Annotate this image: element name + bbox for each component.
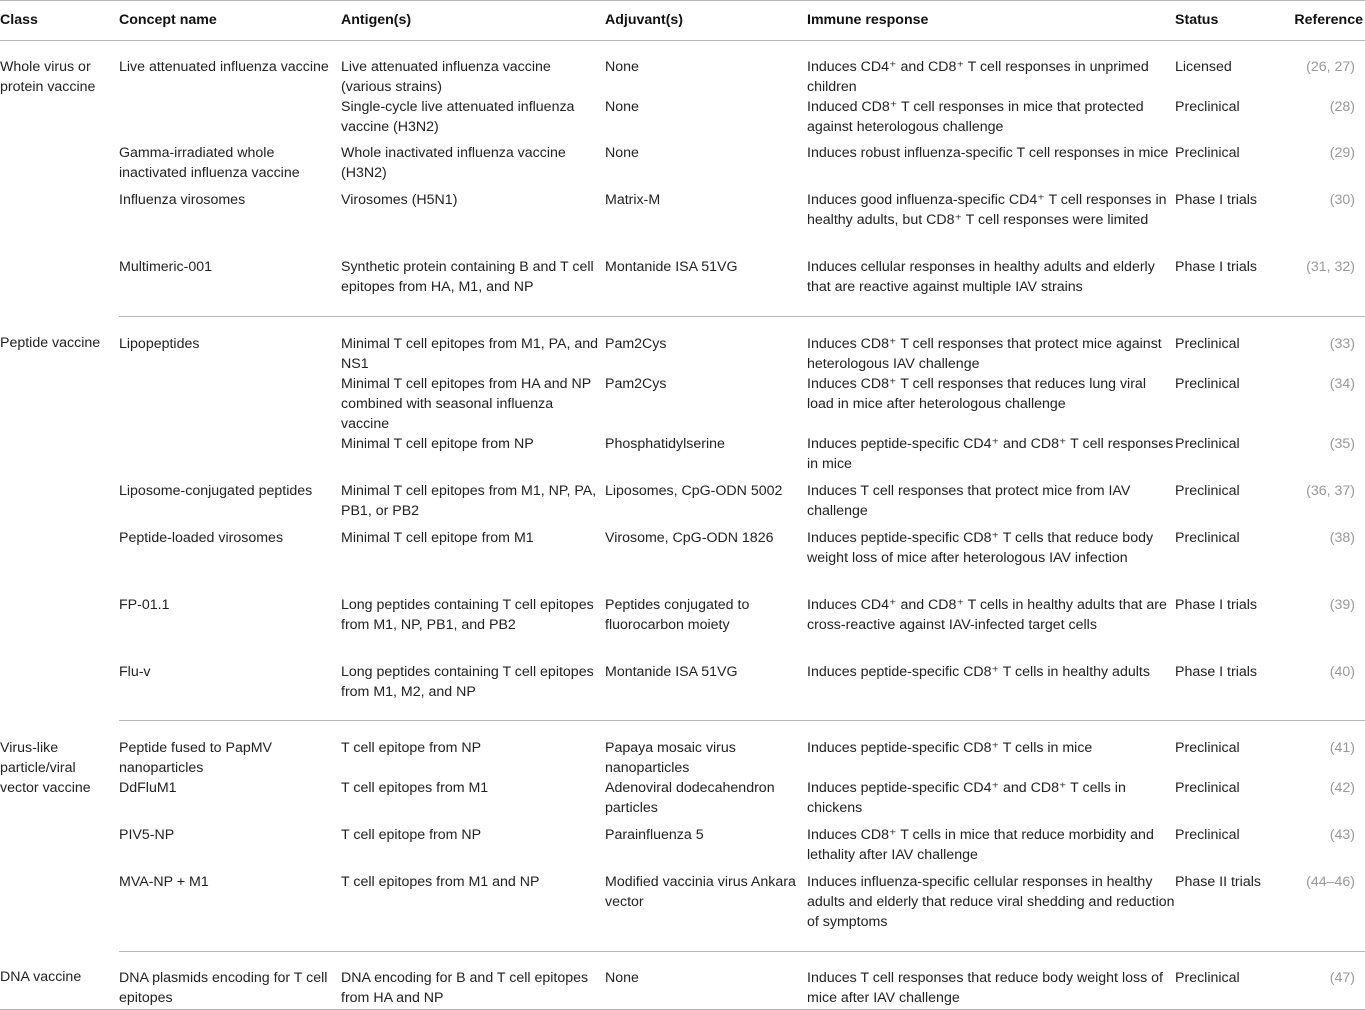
adjuvant-cell: None <box>605 145 639 161</box>
header-adjuvant: Adjuvant(s) <box>605 12 684 28</box>
status-cell: Phase II trials <box>1175 872 1293 951</box>
reference-cell: (41) <box>1329 740 1355 756</box>
antigen-cell: T cell epitope from NP <box>341 740 482 756</box>
reference-cell: (47) <box>1293 951 1365 1009</box>
table-row <box>0 872 1365 951</box>
response-cell: Induces peptide-specific CD4⁺ and CD8⁺ T cells in chickens <box>807 780 1126 816</box>
adjuvant-cell: Pam2Cys <box>605 335 667 352</box>
class-cell: DNA vaccine <box>0 951 119 1009</box>
concept-cell: Influenza virosomes <box>119 192 246 208</box>
reference-cell: (33) <box>1329 335 1355 352</box>
concept-cell: DNA plasmids encoding for T cell epitopes <box>119 951 341 1009</box>
table-row <box>0 257 1365 316</box>
status-cell: Preclinical <box>1175 827 1240 843</box>
status-cell: Preclinical <box>1175 145 1240 161</box>
antigen-cell: Live attenuated influenza vaccine (various strains) <box>341 59 551 95</box>
table-row <box>0 778 1365 825</box>
antigen-cell: Whole inactivated influenza vaccine (H3N2) <box>341 145 566 181</box>
antigen-cell: DNA encoding for B and T cell epitopes from HA and NP <box>341 951 605 1009</box>
table-row <box>0 595 1365 662</box>
concept-cell: Gamma-irradiated whole inactivated influenza vaccine <box>119 145 300 181</box>
response-cell: Induces T cell responses that protect mice from IAV challenge <box>807 482 1131 519</box>
class-cell: Peptide vaccine <box>0 335 101 351</box>
adjuvant-cell: Papaya mosaic virus nanoparticles <box>605 740 736 776</box>
concept-cell: Liposome-conjugated peptides <box>119 482 313 499</box>
concept-cell <box>119 97 341 143</box>
antigen-cell: Virosomes (H5N1) <box>341 192 458 208</box>
antigen-cell: Minimal T cell epitope from NP <box>341 435 534 452</box>
response-cell: Induces peptide-specific CD8⁺ T cells in healthy adults <box>807 662 1175 721</box>
header-row <box>0 1 1365 41</box>
table-row <box>0 434 1365 481</box>
reference-cell: (26, 27) <box>1306 59 1355 75</box>
response-cell: Induces influenza-specific cellular responses in healthy adults and elderly that reduce viral shedding and reduction of symptoms <box>807 872 1175 951</box>
response-cell: Induces CD8⁺ T cell responses that reduces lung viral load in mice after heterologous challenge <box>807 375 1146 412</box>
antigen-cell: Single-cycle live attenuated influenza vaccine (H3N2) <box>341 99 575 135</box>
concept-cell: Flu-v <box>119 662 341 721</box>
concept-cell: PIV5-NP <box>119 827 175 843</box>
antigen-cell: T cell epitopes from M1 <box>341 780 489 796</box>
concept-cell <box>119 434 341 481</box>
status-cell: Preclinical <box>1175 435 1240 452</box>
concept-cell: Live attenuated influenza vaccine <box>119 59 329 75</box>
adjuvant-cell: Parainfluenza 5 <box>605 827 704 843</box>
concept-cell: DdFluM1 <box>119 780 177 796</box>
header-antigen: Antigen(s) <box>341 12 412 28</box>
reference-cell: (44–46) <box>1293 872 1365 951</box>
status-cell: Preclinical <box>1175 529 1240 546</box>
response-cell: Induced CD8⁺ T cell responses in mice that protected against heterologous challenge <box>807 99 1144 135</box>
adjuvant-cell: Adenoviral dodecahendron particles <box>605 780 775 816</box>
response-cell: Induces T cell responses that reduce body weight loss of mice after IAV challenge <box>807 951 1175 1009</box>
reference-cell: (43) <box>1329 827 1355 843</box>
response-cell: Induces CD8⁺ T cells in mice that reduce morbidity and lethality after IAV challenge <box>807 827 1154 863</box>
reference-cell: (35) <box>1329 435 1355 452</box>
response-cell: Induces CD8⁺ T cell responses that protect mice against heterologous IAV challenge <box>807 335 1162 372</box>
concept-cell: Peptide-loaded virosomes <box>119 529 284 546</box>
adjuvant-cell: None <box>605 951 807 1009</box>
reference-cell: (36, 37) <box>1306 482 1355 499</box>
header-class: Class <box>0 12 38 28</box>
class-cell: Virus-like particle/viral vector vaccine <box>0 739 91 796</box>
response-cell: Induces peptide-specific CD8⁺ T cells in mice <box>807 740 1093 756</box>
adjuvant-cell: Montanide ISA 51VG <box>605 662 807 721</box>
concept-cell: Multimeric-001 <box>119 257 341 316</box>
concept-cell <box>119 374 341 434</box>
adjuvant-cell: None <box>605 59 639 75</box>
concept-cell: MVA-NP + M1 <box>119 872 341 951</box>
reference-cell: (40) <box>1293 662 1365 721</box>
table-row <box>0 481 1365 528</box>
status-cell: Preclinical <box>1175 375 1240 392</box>
table-row <box>0 316 1365 374</box>
status-cell: Preclinical <box>1175 780 1240 796</box>
reference-cell: (38) <box>1329 529 1355 546</box>
reference-cell: (30) <box>1329 192 1355 208</box>
header-reference: Reference <box>1294 12 1363 28</box>
header-status: Status <box>1175 12 1219 28</box>
antigen-cell: Minimal T cell epitopes from M1, NP, PA, PB1, or PB2 <box>341 482 597 519</box>
status-cell: Phase I trials <box>1175 662 1293 721</box>
response-cell: Induces peptide-specific CD4⁺ and CD8⁺ T cell responses in mice <box>807 435 1174 472</box>
concept-cell: Peptide fused to PapMV nanoparticles <box>119 740 273 776</box>
header-concept: Concept name <box>119 12 217 28</box>
reference-cell: (34) <box>1329 375 1355 392</box>
reference-cell: (28) <box>1329 99 1355 115</box>
adjuvant-cell: None <box>605 99 639 115</box>
adjuvant-cell: Montanide ISA 51VG <box>605 257 807 316</box>
reference-cell: (42) <box>1329 780 1355 796</box>
table-row <box>0 721 1365 779</box>
status-cell: Phase I trials <box>1175 257 1293 316</box>
status-cell: Preclinical <box>1175 740 1240 756</box>
response-cell: Induces peptide-specific CD8⁺ T cells that reduce body weight loss of mice after heterologous IAV infection <box>807 529 1154 566</box>
reference-cell: (39) <box>1329 596 1355 613</box>
adjuvant-cell: Phosphatidylserine <box>605 435 725 452</box>
response-cell: Induces robust influenza-specific T cell responses in mice <box>807 145 1169 161</box>
antigen-cell: Minimal T cell epitopes from HA and NP combined with seasonal influenza vaccine <box>341 375 591 432</box>
antigen-cell: Synthetic protein containing B and T cell epitopes from HA, M1, and NP <box>341 257 605 316</box>
concept-cell: FP-01.1 <box>119 596 170 613</box>
adjuvant-cell: Virosome, CpG-ODN 1826 <box>605 529 774 546</box>
antigen-cell: T cell epitopes from M1 and NP <box>341 872 605 951</box>
table-row <box>0 374 1365 434</box>
response-cell: Induces good influenza-specific CD4⁺ T cell responses in healthy adults, but CD8⁺ T cell responses were limited <box>807 192 1167 228</box>
status-cell: Licensed <box>1175 59 1232 75</box>
status-cell: Preclinical <box>1175 482 1240 499</box>
response-cell: Induces CD4⁺ and CD8⁺ T cells in healthy adults that are cross-reactive against IAV-infected target cells <box>807 596 1167 633</box>
status-cell: Phase I trials <box>1175 596 1258 613</box>
table-row <box>0 825 1365 872</box>
adjuvant-cell: Liposomes, CpG-ODN 5002 <box>605 482 783 499</box>
adjuvant-cell: Modified vaccinia virus Ankara vector <box>605 872 807 951</box>
table-row <box>0 528 1365 595</box>
class-cell: Whole virus or protein vaccine <box>0 59 96 95</box>
reference-cell: (29) <box>1329 145 1355 161</box>
concept-cell: Lipopeptides <box>119 335 200 352</box>
reference-cell: (31, 32) <box>1293 257 1365 316</box>
antigen-cell: Minimal T cell epitopes from M1, PA, and NS1 <box>341 335 599 372</box>
status-cell: Phase I trials <box>1175 192 1258 208</box>
table-row <box>0 143 1365 190</box>
table-row <box>0 97 1365 143</box>
status-cell: Preclinical <box>1175 99 1240 115</box>
table-row <box>0 190 1365 257</box>
adjuvant-cell: Matrix-M <box>605 192 661 208</box>
response-cell: Induces CD4⁺ and CD8⁺ T cell responses in unprimed children <box>807 59 1149 95</box>
antigen-cell: T cell epitope from NP <box>341 827 482 843</box>
header-response: Immune response <box>807 12 929 28</box>
status-cell: Preclinical <box>1175 951 1293 1009</box>
status-cell: Preclinical <box>1175 335 1240 352</box>
antigen-cell: Minimal T cell epitope from M1 <box>341 529 534 546</box>
adjuvant-cell: Peptides conjugated to fluorocarbon moiety <box>605 596 750 633</box>
adjuvant-cell: Pam2Cys <box>605 375 667 392</box>
table-row <box>0 41 1365 98</box>
table-row <box>0 662 1365 721</box>
response-cell: Induces cellular responses in healthy adults and elderly that are reactive against multiple IAV strains <box>807 257 1175 316</box>
antigen-cell: Long peptides containing T cell epitopes from M1, M2, and NP <box>341 662 605 721</box>
antigen-cell: Long peptides containing T cell epitopes from M1, NP, PB1, and PB2 <box>341 596 594 633</box>
